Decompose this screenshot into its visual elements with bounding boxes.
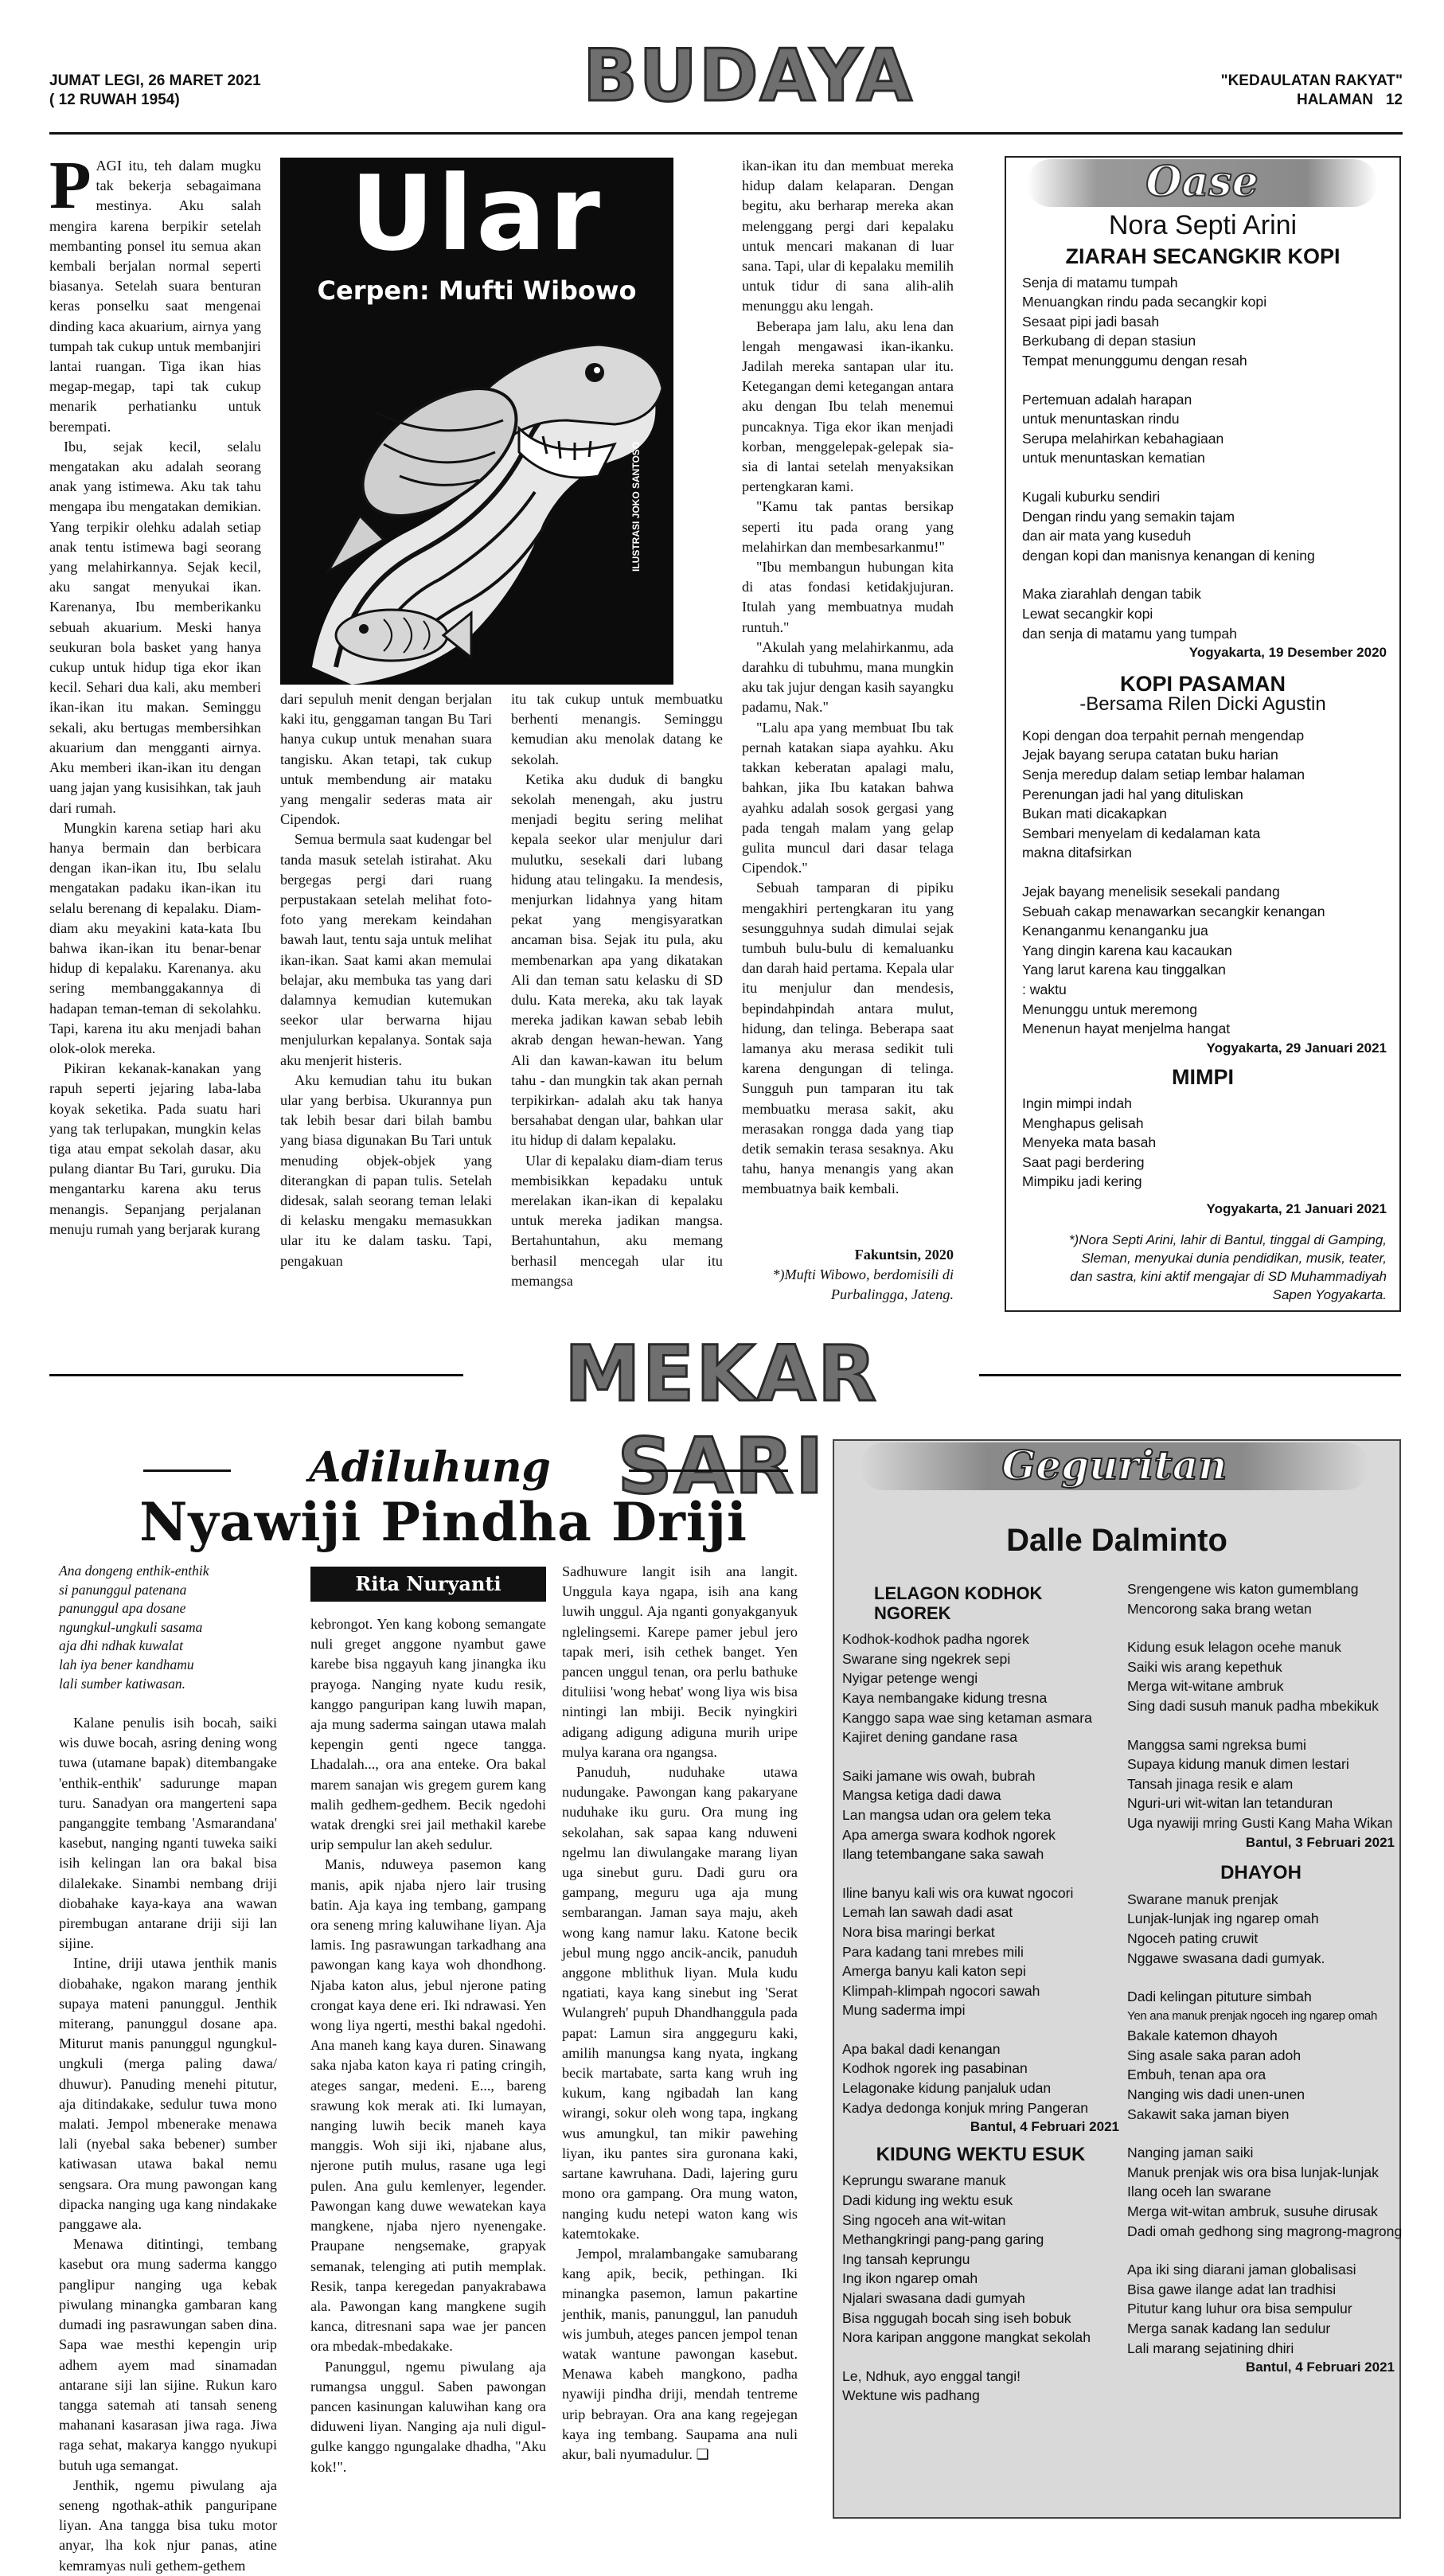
poem-line: Apa amerga swara kodhok ngorek <box>842 1826 1056 1843</box>
article-paragraph: Sadhuwure langit isih ana langit. Unggula kaya ngapa, isih ana kang luwih unggul. Aja nganti gonyakganyuk nglelingsemi. Karepe pamer jebul jero tapak meri, isih cethek banget. Yen pancen unggul tenan, ora perlu bathuke dituliisi 'wong hebat' wong liya wis bisa nintingi lan mbiji. Becik nyingkiri adigang adigung adiguna murih uripe mulya karana ora ngangsa. <box>562 1563 798 1760</box>
poem-line: Yang dingin karena kau kacaukan <box>1022 942 1232 958</box>
poem-dedication: -Bersama Rilen Dicki Agustin <box>1079 693 1326 716</box>
poem-line: Kajiret dening gandane rasa <box>842 1729 1018 1746</box>
poem-line: Serupa melahirkan kebahagiaan <box>1022 430 1224 447</box>
poem-line: Saat pagi berdering <box>1022 1153 1145 1170</box>
poem-line: Pitutur kang luhur ora bisa sempulur <box>1127 2301 1352 2317</box>
poem-line: Amerga banyu kali katon sepi <box>842 1963 1026 1980</box>
poem-place-date: Yogyakarta, 21 Januari 2021 <box>1206 1200 1387 1216</box>
poem-line: makna ditafsirkan <box>1022 845 1132 861</box>
masthead-left <box>49 72 336 110</box>
poem-line: Keprungu swarane manuk <box>842 2172 1006 2189</box>
article-headline: Nyawiji Pindha Driji <box>139 1491 747 1553</box>
geguritan-right-column <box>1127 1579 1403 2511</box>
poem-line: Mimpiku jadi kering <box>1022 1173 1142 1190</box>
poem-line: Kopi dengan doa terpahit pernah mengendap <box>1022 727 1305 744</box>
poem-title: ZIARAH SECANGKIR KOPI <box>1065 244 1341 268</box>
poem-title: KOPI PASAMAN <box>1119 671 1286 696</box>
poem-line: Menunggu untuk meremong <box>1022 1001 1198 1017</box>
poem-line: Merga wit-witane ambruk <box>1127 1678 1284 1695</box>
poem-line: Kidung esuk lelagon ocehe manuk <box>1127 1639 1341 1656</box>
page-number: HALAMAN 12 <box>1296 92 1403 108</box>
poem-line: Tansah jinaga resik e alam <box>1127 1775 1294 1792</box>
story-illustration <box>280 153 673 685</box>
poem-line: Saiki jamane wis owah, bubrah <box>842 1767 1036 1784</box>
geguritan-banner-text: Geguritan <box>1001 1442 1227 1489</box>
poem-title: KIDUNG WEKTU ESUK <box>876 2143 1086 2165</box>
poem-line: Saiki wis arang kepethuk <box>1127 1658 1282 1675</box>
article-paragraph: Intine, driji utawa jenthik manis diobahake, ngakon marang jenthik supaya mateni panunggul. Jenthik miterang, panunggul dosane apa. Miturut manis panunggul ngungkul-ungkuli (merga paling dawa/ dhuwur). Panuding menehi pitutur, aja ditindakake, sedulur tuwa mono malati. Jempol mbenerake menawa lali (nyebal saka bebener) sumber katiwasan utawa bakal nemu sengsara. Ora mung pawongan kang dipacka nanging uga kang nindakake panggawe ala. <box>59 1955 277 2233</box>
mekar-sari-title: MEKAR SARI <box>564 1329 878 1511</box>
poem-line: Perenungan jadi hal yang dituliskan <box>1022 786 1243 802</box>
poem-line: Sakawit saka jaman biyen <box>1127 2106 1290 2122</box>
story-paragraph: AGI itu, teh dalam mugku tak bekerja sebagaimana mestinya. Aku salah mengira karena berpikir setelah membanting ponsel itu semua akan kembali berjalan normal seperti biasanya. Setelah suara benturan keras ponselku saat mengenai dinding kaca akuarium, airnya yang tumpah tak cukup untuk membanjiri lantai ruangan. Tiga ikan hias megap-megap, tapi tak cukup menarik perhatianku untuk berempati. <box>49 158 261 435</box>
story-paragraph: dari sepuluh menit dengan berjalan kaki itu, genggaman tangan Bu Tari hanya cukup untuk menahan suara tangisku. Akan tetapi, tak cukup untuk membendung air mataku yang mengalir sederas mata air Cipendok. <box>280 691 492 828</box>
lead-line: lah iya bener kandhamu <box>59 1656 194 1672</box>
article-paragraph: Panunggul, ngemu piwulang aja rumangsa unggul. Saben pawongan pancen kasinungan kaluwihan kang ora diduweni liyan. Nanging aja nuli digul-gulke kanggo ngungalake dhadha, "Aku kok!". <box>310 2358 546 2475</box>
poem-line: Apa bakal dadi kenangan <box>842 2040 1001 2057</box>
story-paragraph: Ular di kepalaku diam-diam terus membisikkan kepadaku untuk merelakan ikan-ikan di kepalaku untuk mereka jadikan mangsa. Bertahuntahun, aku memang berhasil mencegah ular itu memangsa <box>511 1152 723 1289</box>
poem-line: Methangkringi pang-pang garing <box>842 2231 1044 2248</box>
poem-line: Senja meredup dalam setiap lembar halaman <box>1022 767 1305 783</box>
article-paragraph: Menawa ditintingi, tembang kasebut ora mung saderma kanggo panglipur nanging uga kebak piwulang minangka gambaran kang dumadi ing pasrawungan saben dina. Sapa wae mesthi kepengin urip adhem ayem mad sinamadan antarane siji lan sijine. Rukun karo tangga satemah ati tansah seneng mahanani kasarasan jiwa raga. Jiwa raga sehat, makarya kanggo nyukupi butuh uga semangat. <box>59 2236 277 2473</box>
illustration-subtitle: Cerpen: Mufti Wibowo <box>317 275 637 306</box>
poem-line: Kanggo sapa wae sing ketaman asmara <box>842 1709 1092 1726</box>
poem-line: Menghapus gelisah <box>1022 1114 1144 1131</box>
story-column-1 <box>49 146 261 1350</box>
poem-line: Kodhok-kodhok padha ngorek <box>842 1631 1029 1648</box>
geguritan-author: Dalle Dalminto <box>1006 1523 1227 1558</box>
poem-place-date: Yogyakarta, 29 Januari 2021 <box>1206 1040 1387 1056</box>
story-ending <box>742 1245 954 1333</box>
oase-banner-text: Oase <box>1145 158 1259 206</box>
story-paragraph: Sebuah tamparan di pipiku mengakhiri pertengkaran itu yang sesungguhnya sudah dimulai sejak tumbuh bulu-bulu di kemaluanku dan darah haid pertama. Kepala ular itu menjulur dan mendesis, bepindahpindah antara mulut, hidung, dan telinga. Beberapa saat lamanya aku merasa sedikit tuli karena dengungan di telinga. Sungguh pun tamparan itu tak membuatku merasa sakit, aku merasakan rongga dada yang tiap detik semakin terasa sesaknya. Aku tahu, hanya menangis yang akan membuatnya baik kembali. <box>742 880 954 1197</box>
poem-line: Nggawe swasana dadi gumyak. <box>1127 1950 1325 1966</box>
poem-body <box>1019 726 1387 1039</box>
poem-line: Senja di matamu tumpah <box>1022 274 1178 291</box>
poem-line: Nyigar petenge wengi <box>842 1670 978 1687</box>
article-column-3 <box>562 1562 798 2517</box>
lead-line: si panunggul patenana <box>59 1581 187 1598</box>
poem-line: Ilang tetembangane saka sawah <box>842 1846 1044 1863</box>
poem-line: Swarane manuk prenjak <box>1127 1891 1278 1907</box>
poem-line: Lan mangsa udan ora gelem teka <box>842 1806 1052 1823</box>
poem-line: dengan kopi dan manisnya kenangan di kening <box>1022 547 1315 564</box>
story-paragraph: Aku kemudian tahu itu bukan ular yang berbisa. Ukurannya pun tak lebih besar dari bilah bambu yang biasa digunakan Bu Tari untuk menuding objek-objek yang diterangkan di papan tulis. Setelah didesak, salah seorang teman lelaki di kelasku mengaku memasukkan ular itu ke dalam tasku. Tapi, pengakuan <box>280 1071 492 1269</box>
poem-body <box>1019 273 1387 644</box>
lead-line: aja dhi ndhak kuwalat <box>59 1637 184 1654</box>
article-column-1 <box>59 1713 277 2574</box>
kicker-rule-left <box>143 1469 231 1472</box>
masthead-right <box>1116 72 1403 110</box>
article-paragraph: Panuduh, nuduhake utawa nudungake. Pawongan kang pakaryane nuduhake iku guru. Ora mung ing sekolahan, sak sapaa kang nduweni ngelmu lan diwulangake marang liyan uga sinebut guru. Dadi guru ora gampang, meguru uga aja mung sembarangan. Jaman saya maju, akeh wong kang namur laku. Katone becik jebul mung nggo ancik-ancik, panuduh anggone mblithuk liyan. Mula kudu ngatiati, kaya kang sinebut ing 'Serat Wulangreh' pupuh Dhandhanggula pada papat: Lamun sira anggeguru kaki, amilih manungsa kang nyata, ingkang becik martabate, sarta kang wruh ing kukum, kang ngibadah lan kang wirangi, sokur oleh wong tapa, ingkang wus amungkul, tan mikir pawehing liyan, iku pantes sira guronana kaki, sartane kawruhana. Dadi, lajering guru mono ora gampang. Ora mung waton, nanging kudu netepi waton kang wis katemtokake. <box>562 1764 798 2242</box>
poem-line: Dengan rindu yang semakin tajam <box>1022 508 1235 525</box>
poem-line: Bisa nggugah bocah sing iseh bobuk <box>842 2309 1071 2326</box>
poem-line: Para kadang tani mrebes mili <box>842 1943 1024 1960</box>
poem-line: Yang larut karena kau tinggalkan <box>1022 962 1226 978</box>
poem-place-date: Bantul, 4 Februari 2021 <box>1245 2359 1395 2375</box>
poem-line: Ngoceh pating cruwit <box>1127 1930 1259 1946</box>
poem-line: Njalari swasana dadi gumyah <box>842 2290 1025 2306</box>
article-paragraph: kebrongot. Yen kang kobong semangate nuli greget anggone nyambut gawe karebe bisa nggayuh kang jinangka iku prayoga. Nanging nyate kudu resik, kanggo panguripan kang luwih mapan, aja mung saderma saingan utawa malah kepengin genti ngece tangga. Lhadalah..., ora ana enteke. Ora bakal marem sanajan wis gregem gurem kang malih gedhem-gedhem. Becik ngedohi watak drengki srei jail methakil karebe urip sempulur lan akeh sedulur. <box>310 1616 546 1853</box>
drop-cap: P <box>49 146 92 223</box>
illustration-title: Ular <box>350 153 603 274</box>
poem-line: Iline banyu kali wis ora kuwat ngocori <box>842 1884 1074 1901</box>
poem-title: LELAGON KODHOK NGOREK <box>874 1583 1043 1623</box>
author-note: *)Mufti Wibowo, berdomisili di Purbalingga, Jateng. <box>772 1267 954 1303</box>
kicker-rule-right <box>629 1469 788 1472</box>
poem-line: Lelagonake kidung panjaluk udan <box>842 2080 1052 2097</box>
poem-place-date: Bantul, 3 Februari 2021 <box>1245 1834 1395 1850</box>
oase-author: Nora Septi Arini <box>1108 210 1298 240</box>
story-paragraph: Ketika aku duduk di bangku sekolah menengah, aku justru menjadi begitu sering melihat kepala seekor ular menjulur dari mulutku, sesekali dari lubang hidung atau telingaku. Ia mendesis, menjurkan lidahnya yang hitam pekat yang mengisyaratkan ancaman bisa. Sejak itu pula, aku membenarkan apa yang dikatakan Ali dan teman satu kelasku di SD dulu. Kata mereka, aku tak layak mereka jadikan kawan sebab lebih akrab dengan hewan-hewan. Yang Ali dan kawan-kawan itu belum tahu - dan mungkin tak akan pernah terpikirkan- adalah aku tak hanya bersahabat dengan ular, bahkan ular itu hidup di dalam kepalaku. <box>511 771 723 1149</box>
poet-note: *)Nora Septi Arini, lahir di Bantul, tinggal di Gamping, Sleman, menyukai dunia pendidikan, musik, teater, dan sastra, kini aktif mengajar di SD Muhammadiyah Sapen Yogyakarta. <box>1068 1231 1387 1302</box>
poem-line: dan air mata yang kuseduh <box>1022 528 1192 544</box>
poem-line: Yen ana manuk prenjak ngoceh ing ngarep omah <box>1127 2008 1377 2023</box>
poem-line: Bakale katemon dhayoh <box>1127 2028 1278 2044</box>
poem-line: Supaya kidung manuk dimen lestari <box>1127 1756 1349 1773</box>
date-line: JUMAT LEGI, 26 MARET 2021 <box>49 72 261 89</box>
poem-title: MIMPI <box>1172 1065 1234 1090</box>
poem-body <box>1019 1094 1387 1192</box>
poem-line: Nora karipan anggone mangkat sekolah <box>842 2329 1091 2346</box>
story-column-2 <box>280 689 492 1350</box>
poem-line: Apa iki sing diarani jaman globalisasi <box>1127 2262 1356 2278</box>
article-paragraph: Manis, nduweya pasemon kang manis, apik njaba njero lair trusing batin. Aja kaya ing tembang, gampang ora seneng mring kaluwihane liyan. Aja lamis. Ing pasrawungan tarkadhang ana pawongan kang kaya woh dhondhong. Njaba katon alus, jebul njerone pating crongat kaya dene eri. Iki ndrawasi. Yen wong liya ngerti, mesthi bakal ngedohi. Ana maneh kang kaya duren. Sinawang saka njaba katon kaya ri pating cringih, ateges sangar, medeni. E..., bareng srawung kok merak ati. Iki lumayan, nanging luwih becik maneh kaya manggis. Woh siji iki, njabane alus, njerone putih mulus, rasane uga legi pulen. Ana gulu kemlenyer, legender. Pawongan kang duwe wewatekan kaya mangkene, njaba njero nyenengake. Praupane nengsemake, grapyak semanak, telenging ati putih memplak. Resik, tanpa keregedan panyakrabawa ala. Pawongan kang mangkene sugih kanca, ditresnani sapa wae jer pancen ora mbedak-mbedakake. <box>310 1856 546 2355</box>
poem-line: Sembari menyelam di kedalaman kata <box>1022 825 1261 841</box>
poem-line: Sing asale saka paran adoh <box>1127 2047 1302 2063</box>
poem-line: Nguri-uri wit-witan lan tetanduran <box>1127 1795 1333 1812</box>
story-paragraph: Ibu, sejak kecil, selalu mengatakan aku adalah seorang anak yang istimewa. Aku tak tahu mengapa ibu mengatakan demikian. Yang terpikir olehku adalah setiap anak tentu istimewa bagi seorang yang melahirkannya. Sejak kecil, aku sangat menyukai ikan. Karenanya, Ibu memberikanku sebuah akuarium. Meski hanya seukuran bola basket yang hanya cukup untuk hidup tiga ekor ikan kecil. Sehari dua kali, aku memberi ikan-ikan itu makan. Seminggu sekali, aku bertugas membersihkan akuarium dan mengganti airnya. Aku memberi ikan-ikan itu dengan uang jajan yang kusisihkan, tak jauh dari rumah. <box>49 438 261 816</box>
javanese-date-line: ( 12 RUWAH 1954) <box>49 92 180 108</box>
poem-line: Bisa gawe ilange adat lan tradhisi <box>1127 2281 1337 2297</box>
lead-poem <box>59 1562 290 1693</box>
poem-line: Uga nyawiji mring Gusti Kang Maha Wikan <box>1127 1814 1393 1831</box>
poem-line: Menuangkan rindu pada secangkir kopi <box>1022 294 1267 310</box>
poem-line: Manggsa sami ngreksa bumi <box>1127 1736 1306 1753</box>
poem-line: Menenun hayat menjelma hangat <box>1022 1021 1231 1037</box>
poem-line: Srengengene wis katon gumemblang <box>1127 1581 1359 1597</box>
story-paragraph: Mungkin karena setiap hari aku hanya bermain dan berbicara dengan ikan-ikan itu, Ibu selalu mengatakan padaku ikan-ikan itu selalu berenang di kepalaku. Diam-diam aku meyakini kata-kata Ibu bahwa ikan-ikan itu benar-benar hidup di kepalaku. Karenanya. aku sering membanggakannya di hadapan teman-teman di sekolahku. Tapi, karena itu aku menjadi bahan olok-olok mereka. <box>49 819 261 1056</box>
byline-box <box>310 1567 546 1602</box>
poem-line: Kugali kuburku sendiri <box>1022 488 1161 505</box>
story-paragraph: Pikiran kekanak-kanakan yang rapuh seperti jejaring laba-laba koyak seketika. Pada suatu hari yang tak terlupakan, mungkin kelas tiga atau empat sekolah dasar, aku pulang diantar Bu Tari, guruku. Dia mengantarku karena aku terus menangis. Sepanjang perjalanan menuju rumah yang berjarak kurang <box>49 1060 261 1237</box>
poem-line: Sesaat pipi jadi basah <box>1022 313 1160 330</box>
poem-line: Tempat menunggumu dengan resah <box>1022 352 1247 369</box>
mekar-rule-left <box>49 1374 463 1376</box>
article-column-2 <box>310 1614 546 2517</box>
poem-line: : waktu <box>1022 982 1067 997</box>
poem-line: Merga sanak kadang lan sedulur <box>1127 2320 1331 2336</box>
story-paragraph: itu tak cukup untuk membuatku berhenti menangis. Seminggu kemudian aku menolak datang ke sekolah. <box>511 691 723 767</box>
byline: Rita Nuryanti <box>355 1572 501 1595</box>
story-paragraph: "Lalu apa yang membuat Ibu tak pernah katakan siapa ayahku. Aku takkan keberatan apalagi malu, bahkan, jika Ibu katakan bahwa ayahku adalah sosok gergasi yang pada tengah malam yang gelap gulita muncul dari dasar telaga Cipendok." <box>742 719 954 876</box>
poem-line: Mencorong saka brang wetan <box>1127 1600 1312 1617</box>
poem-line: untuk menuntaskan rindu <box>1022 411 1180 427</box>
poem-line: Swarane sing ngekrek sepi <box>842 1650 1011 1667</box>
poem-line: Pertemuan adalah harapan <box>1022 391 1192 408</box>
article-paragraph: Jempol, mralambangake samubarang kang apik, becik, pethingan. Iki minangka pasemon, lamun pakartine jenthik, manis, panunggul, lan panuduh wis jumbuh, ateges pancen jempol tenan watak wantune pawongan kasebut. Menawa kabeh mangkono, padha nyawiji pindha driji, mendah tentreme urip bebrayan. Ora ana kang regejegan kaya ing tembang. Saupama ana nuli akur, bali nyumadulur. ❏ <box>562 2245 798 2462</box>
story-paragraph: "Akulah yang melahirkanmu, ada darahku di tubuhmu, mana mungkin aku tak jujur dengan kasih sayangku padamu, Nak." <box>742 638 954 716</box>
poem-line: Lali marang sejatining dhiri <box>1127 2340 1294 2356</box>
poem-line: Kaya nembangake kidung tresna <box>842 1689 1048 1706</box>
poem-line: Ingin mimpi indah <box>1022 1095 1132 1111</box>
article-kicker: Adiluhung <box>309 1443 551 1492</box>
poem-line: Embuh, tenan apa ora <box>1127 2067 1266 2083</box>
poem-line: Nanging wis dadi unen-unen <box>1127 2086 1305 2103</box>
poem-line: Menyeka mata basah <box>1022 1134 1157 1151</box>
section-title: BUDAYA <box>583 34 914 118</box>
lead-line: panunggul apa dosane <box>59 1600 186 1617</box>
poem-line: Merga wit-witan ambruk, susuhe dirusak <box>1127 2203 1378 2220</box>
poem-place-date: Yogyakarta, 19 Desember 2020 <box>1188 645 1387 661</box>
poem-line: Le, Ndhuk, ayo enggal tangi! <box>842 2367 1021 2384</box>
poem-line: Bukan mati dicakapkan <box>1022 806 1167 822</box>
story-column-3 <box>511 689 723 1350</box>
poem-line: Kadya dedonga konjuk mring Pangeran <box>842 2099 1089 2116</box>
poem-line: Nanging jaman saiki <box>1127 2145 1254 2161</box>
poem-line: Lewat secangkir kopi <box>1022 605 1153 622</box>
poem-line: Kodhok ngorek ing pasabinan <box>842 2060 1028 2077</box>
story-paragraph: "Ibu membangun hubungan kita di atas fondasi ketidakjujuran. Itulah yang membuatnya mudah runtuh." <box>742 559 954 635</box>
snake-and-fish-drawing <box>280 153 673 685</box>
poem-line: Sing dadi susuh manuk padha mbekikuk <box>1127 1697 1379 1714</box>
poem-line: Ing tansah keprungu <box>842 2250 970 2267</box>
story-paragraph: "Kamu tak pantas bersikap seperti itu pada orang yang melahirkan dan membesarkanmu!" <box>742 498 954 555</box>
poem-title: DHAYOH <box>1220 1862 1302 1884</box>
poem-line: Manuk prenjak wis ora bisa lunjak-lunjak <box>1127 2164 1379 2180</box>
poem-line: Sing ngoceh ana wit-witan <box>842 2211 1006 2228</box>
poem-line: untuk menuntaskan kematian <box>1022 450 1205 466</box>
lead-line: ngungkul-ungkuli sasama <box>59 1618 203 1635</box>
poem-line: Klimpah-klimpah ngocori sawah <box>842 1982 1040 1999</box>
poem-line: Jejak bayang menelisik sesekali pandang <box>1022 884 1280 900</box>
poem-line: Ilang oceh lan swarane <box>1127 2184 1271 2200</box>
poem-place-date: Bantul, 4 Februari 2021 <box>970 2119 1119 2135</box>
story-paragraph: ikan-ikan itu dan membuat mereka hidup dalam kelaparan. Dengan begitu, aku berharap mereka akan melenggang pergi dari kepalaku untuk mencari makanan di luar sana. Tapi, ular di kepalaku memilih untuk tidur di sana alih-alih menunggu aku lengah. <box>742 158 954 314</box>
poem-line: Sebuah cakap menawarkan secangkir kenangan <box>1022 903 1325 919</box>
illustration-credit: ILUSTRASI JOKO SANTOSO <box>630 441 642 572</box>
article-paragraph: Jenthik, ngemu piwulang aja seneng ngothak-athik panguripane liyan. Ana tangga bisa tuku motor anyar, lha kok njur panas, atine kemramyas nuli gethem-gethem <box>59 2476 277 2574</box>
header-rule <box>49 132 1403 135</box>
poem-line: Nora bisa maringi berkat <box>842 1923 995 1940</box>
story-paragraph: Beberapa jam lalu, aku lena dan lengah mengawasi ikan-ikanku. Jadilah mereka santapan ular itu. Ketegangan demi ketegangan antara aku dengan Ibu telah menemui puncaknya. Tiga ekor ikan menjadi korban, menggelepak-gelepak sia-sia di lantai setelah menyaksikan pertengkaran kami. <box>742 318 954 495</box>
poem-line: Ing ikon ngarep omah <box>842 2270 978 2287</box>
story-column-4 <box>742 156 954 1302</box>
mekar-rule-right <box>979 1374 1401 1376</box>
poem-line: Kenanganmu kenanganku jua <box>1022 923 1208 939</box>
lead-line: lali sumber katiwasan. <box>59 1675 185 1692</box>
lead-line: Ana dongeng enthik-enthik <box>59 1563 209 1579</box>
story-signature: Fakuntsin, 2020 <box>854 1247 954 1263</box>
poem-line: Dadi kidung ing wektu esuk <box>842 2192 1013 2209</box>
poem-line: Maka ziarahlah dengan tabik <box>1022 586 1201 603</box>
newspaper-name: "KEDAULATAN RAKYAT" <box>1220 72 1403 89</box>
poem-line: Wektune wis padhang <box>842 2387 980 2404</box>
poem-line: Lunjak-lunjak ing ngarep omah <box>1127 1911 1319 1927</box>
poem-line: Jejak bayang serupa catatan buku harian <box>1022 747 1278 763</box>
poem-line: Mangsa ketiga dadi dawa <box>842 1787 1001 1804</box>
article-paragraph: Kalane penulis isih bocah, saiki wis duwe bocah, asring dening wong tuwa (utamane bapak) ditembangake 'enthik-enthik' sadurunge mapan turu. Sanadyan ora mangerteni sapa panganggite tembang 'Asmarandana' kasebut, nanging nganti tuweka saiki isih kelingan lan ora bakal bisa dilalekake. Sinambi nembang driji diobahake kaya-kaya ana wawan pirembugan antarane driji siji lan sijine. <box>59 1715 277 1952</box>
poem-line: Berkubang di depan stasiun <box>1022 333 1196 349</box>
poem-line: Dadi omah gedhong sing magrong-magrong <box>1127 2223 1403 2239</box>
geguritan-left-column <box>842 1579 1119 2511</box>
poem-line: Dadi kelingan pituture simbah <box>1127 1989 1312 2005</box>
poem-line: dan senja di matamu yang tumpah <box>1022 625 1237 642</box>
story-paragraph: Semua bermula saat kudengar bel tanda masuk setelah istirahat. Aku bergegas pergi dari ruang perpustakaan setelah melihat foto-foto yang merekam keindahan bawah laut, tentu saja untuk melihat ikan-ikan. Saat kami akan memulai belajar, aku membuka tas yang dari dalamnya kemudian kutemukan seekor ular berwarna hijau menjulurkan kepalanya. Sontak saja aku menjerit histeris. <box>280 831 492 1068</box>
oase-poems <box>1019 209 1387 1307</box>
poem-line: Mung saderma impi <box>842 2002 966 2019</box>
poem-line: Lemah lan sawah dadi asat <box>842 1904 1013 1921</box>
